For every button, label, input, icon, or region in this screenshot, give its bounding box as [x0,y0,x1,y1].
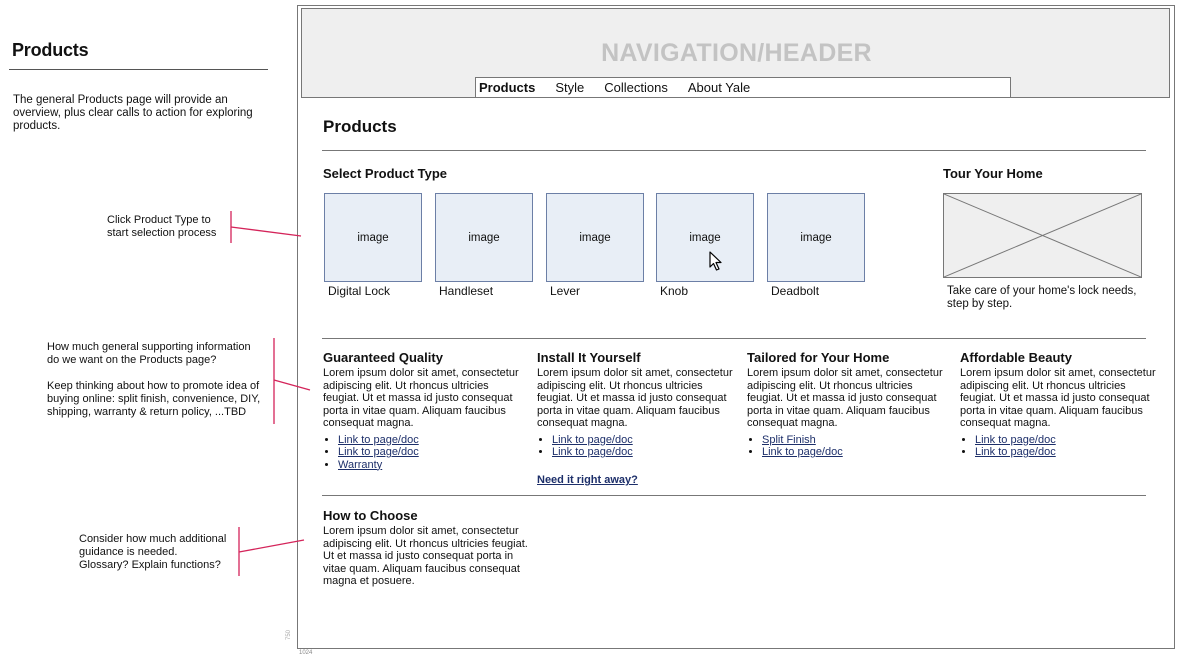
product-tile-handleset[interactable] [435,193,533,282]
feature-body: Lorem ipsum dolor sit amet, consectetur adipiscing elit. Ut rhoncus ultricies feugiat. Ut et massa id justo consequat porta in vitae quam. Aliquam faucibus consequat magna. [960,367,1156,429]
how-to-choose-title: How to Choose [323,508,418,523]
divider [322,495,1146,496]
height-marker: 750 [286,629,293,641]
note-line [47,367,272,380]
feature-links [537,434,737,459]
feature-body: Lorem ipsum dolor sit amet, consectetur adipiscing elit. Ut rhoncus ultricies feugiat. Ut et massa id justo consequat porta in vitae quam. Aliquam faucibus consequat magna. [747,367,943,429]
note-line: Consider how much additional [79,533,227,545]
feature-links [960,434,1160,459]
image-placeholder-label: image [579,231,611,244]
list-item [975,434,1160,447]
feature-title: Tailored for Your Home [747,350,890,365]
product-caption-digital-lock[interactable]: Digital Lock [328,284,391,298]
list-item [762,446,947,459]
need-it-right-away-link[interactable]: Need it right away? [537,474,638,486]
product-tile-digital-lock[interactable] [324,193,422,282]
width-marker: 1024 [299,650,313,656]
feature-title: Affordable Beauty [960,350,1072,365]
note-line: Click Product Type to [107,214,211,226]
tour-image-placeholder[interactable] [943,193,1142,278]
feature-link[interactable]: Link to page/doc [552,433,633,446]
image-placeholder-label: image [800,231,832,244]
annotation-note-supporting-info [47,341,272,419]
feature-link[interactable]: Link to page/doc [975,433,1056,446]
image-placeholder-label: image [689,231,721,244]
list-item [975,446,1160,459]
feature-title: Guaranteed Quality [323,350,443,365]
note-line: Glossary? Explain functions? [79,559,221,571]
nav-item-collections[interactable]: Collections [604,80,668,95]
note-line: How much general supporting information [47,341,251,353]
header-title: NAVIGATION/HEADER [601,39,872,67]
image-placeholder-cross [944,194,1141,277]
list-item [552,446,737,459]
feature-link[interactable]: Link to page/doc [338,433,419,446]
feature-guaranteed-quality [323,350,523,471]
list-item [762,434,947,447]
product-tile-deadbolt[interactable] [767,193,865,282]
warranty-link[interactable]: Warranty [338,458,383,471]
annotation-note-guidance [79,533,239,572]
select-product-type-heading: Select Product Type [323,166,448,181]
tour-description: Take care of your home's lock needs, step by step. [947,285,1137,310]
feature-affordable-beauty [960,350,1160,459]
image-placeholder-label: image [468,231,500,244]
note-line: buying online: split finish, convenience, DIY, [47,393,261,405]
connector-line [231,227,301,236]
annotation-title: Products [12,40,89,60]
feature-link[interactable]: Link to page/doc [338,446,419,458]
divider [322,150,1146,151]
feature-link[interactable]: Link to page/doc [975,446,1056,458]
main-nav [475,77,1011,98]
how-to-choose-section [323,508,528,588]
note-line: Keep thinking about how to promote idea of [47,380,260,392]
feature-link[interactable]: Link to page/doc [552,446,633,458]
feature-body: Lorem ipsum dolor sit amet, consectetur adipiscing elit. Ut rhoncus ultricies feugiat. Ut et massa id justo consequat porta in vitae quam. Aliquam faucibus consequat magna. [323,367,519,429]
annotation-note-product-type [107,214,232,240]
nav-item-about-yale[interactable]: About Yale [687,80,751,95]
product-caption-lever[interactable]: Lever [550,284,581,298]
split-finish-link[interactable]: Split Finish [762,433,816,446]
how-to-choose-body: Lorem ipsum dolor sit amet, consectetur adipiscing elit. Ut rhoncus ultricies feugiat. Ut et massa id justo consequat porta in vitae quam. Aliquam faucibus consequat magna et posuere. [323,525,528,587]
list-item [552,434,737,447]
list-item [338,459,523,472]
feature-links [747,434,947,459]
feature-link[interactable]: Link to page/doc [762,446,843,458]
note-line: shipping, warranty & return policy, ...TBD [47,406,247,418]
annotation-description: The general Products page will provide an overview, plus clear calls to action for exploring products. [13,94,253,132]
nav-item-style[interactable]: Style [555,80,585,95]
list-item [338,434,523,447]
divider [322,338,1146,339]
tour-your-home-heading: Tour Your Home [943,166,1043,181]
note-line: guidance is needed. [79,546,178,558]
feature-links [323,434,523,472]
feature-body: Lorem ipsum dolor sit amet, consectetur adipiscing elit. Ut rhoncus ultricies feugiat. Ut et massa id justo consequat porta in vitae quam. Aliquam faucibus consequat magna. [537,367,733,429]
list-item [338,446,523,459]
feature-title: Install It Yourself [537,350,641,365]
feature-tailored-for-your-home [747,350,947,459]
annotation-divider [9,69,268,70]
product-caption-deadbolt[interactable]: Deadbolt [771,284,820,298]
product-caption-knob[interactable]: Knob [660,284,689,298]
note-line: do we want on the Products page? [47,354,217,366]
feature-install-it-yourself [537,350,737,459]
image-placeholder-label: image [357,231,389,244]
product-tile-lever[interactable] [546,193,644,282]
nav-item-products[interactable]: Products [479,80,536,95]
connector-line [239,540,304,552]
mouse-pointer-icon [709,251,723,272]
product-caption-handleset[interactable]: Handleset [439,284,494,298]
note-line: start selection process [107,227,217,239]
product-tile-knob[interactable] [656,193,754,282]
page-title: Products [323,117,397,136]
